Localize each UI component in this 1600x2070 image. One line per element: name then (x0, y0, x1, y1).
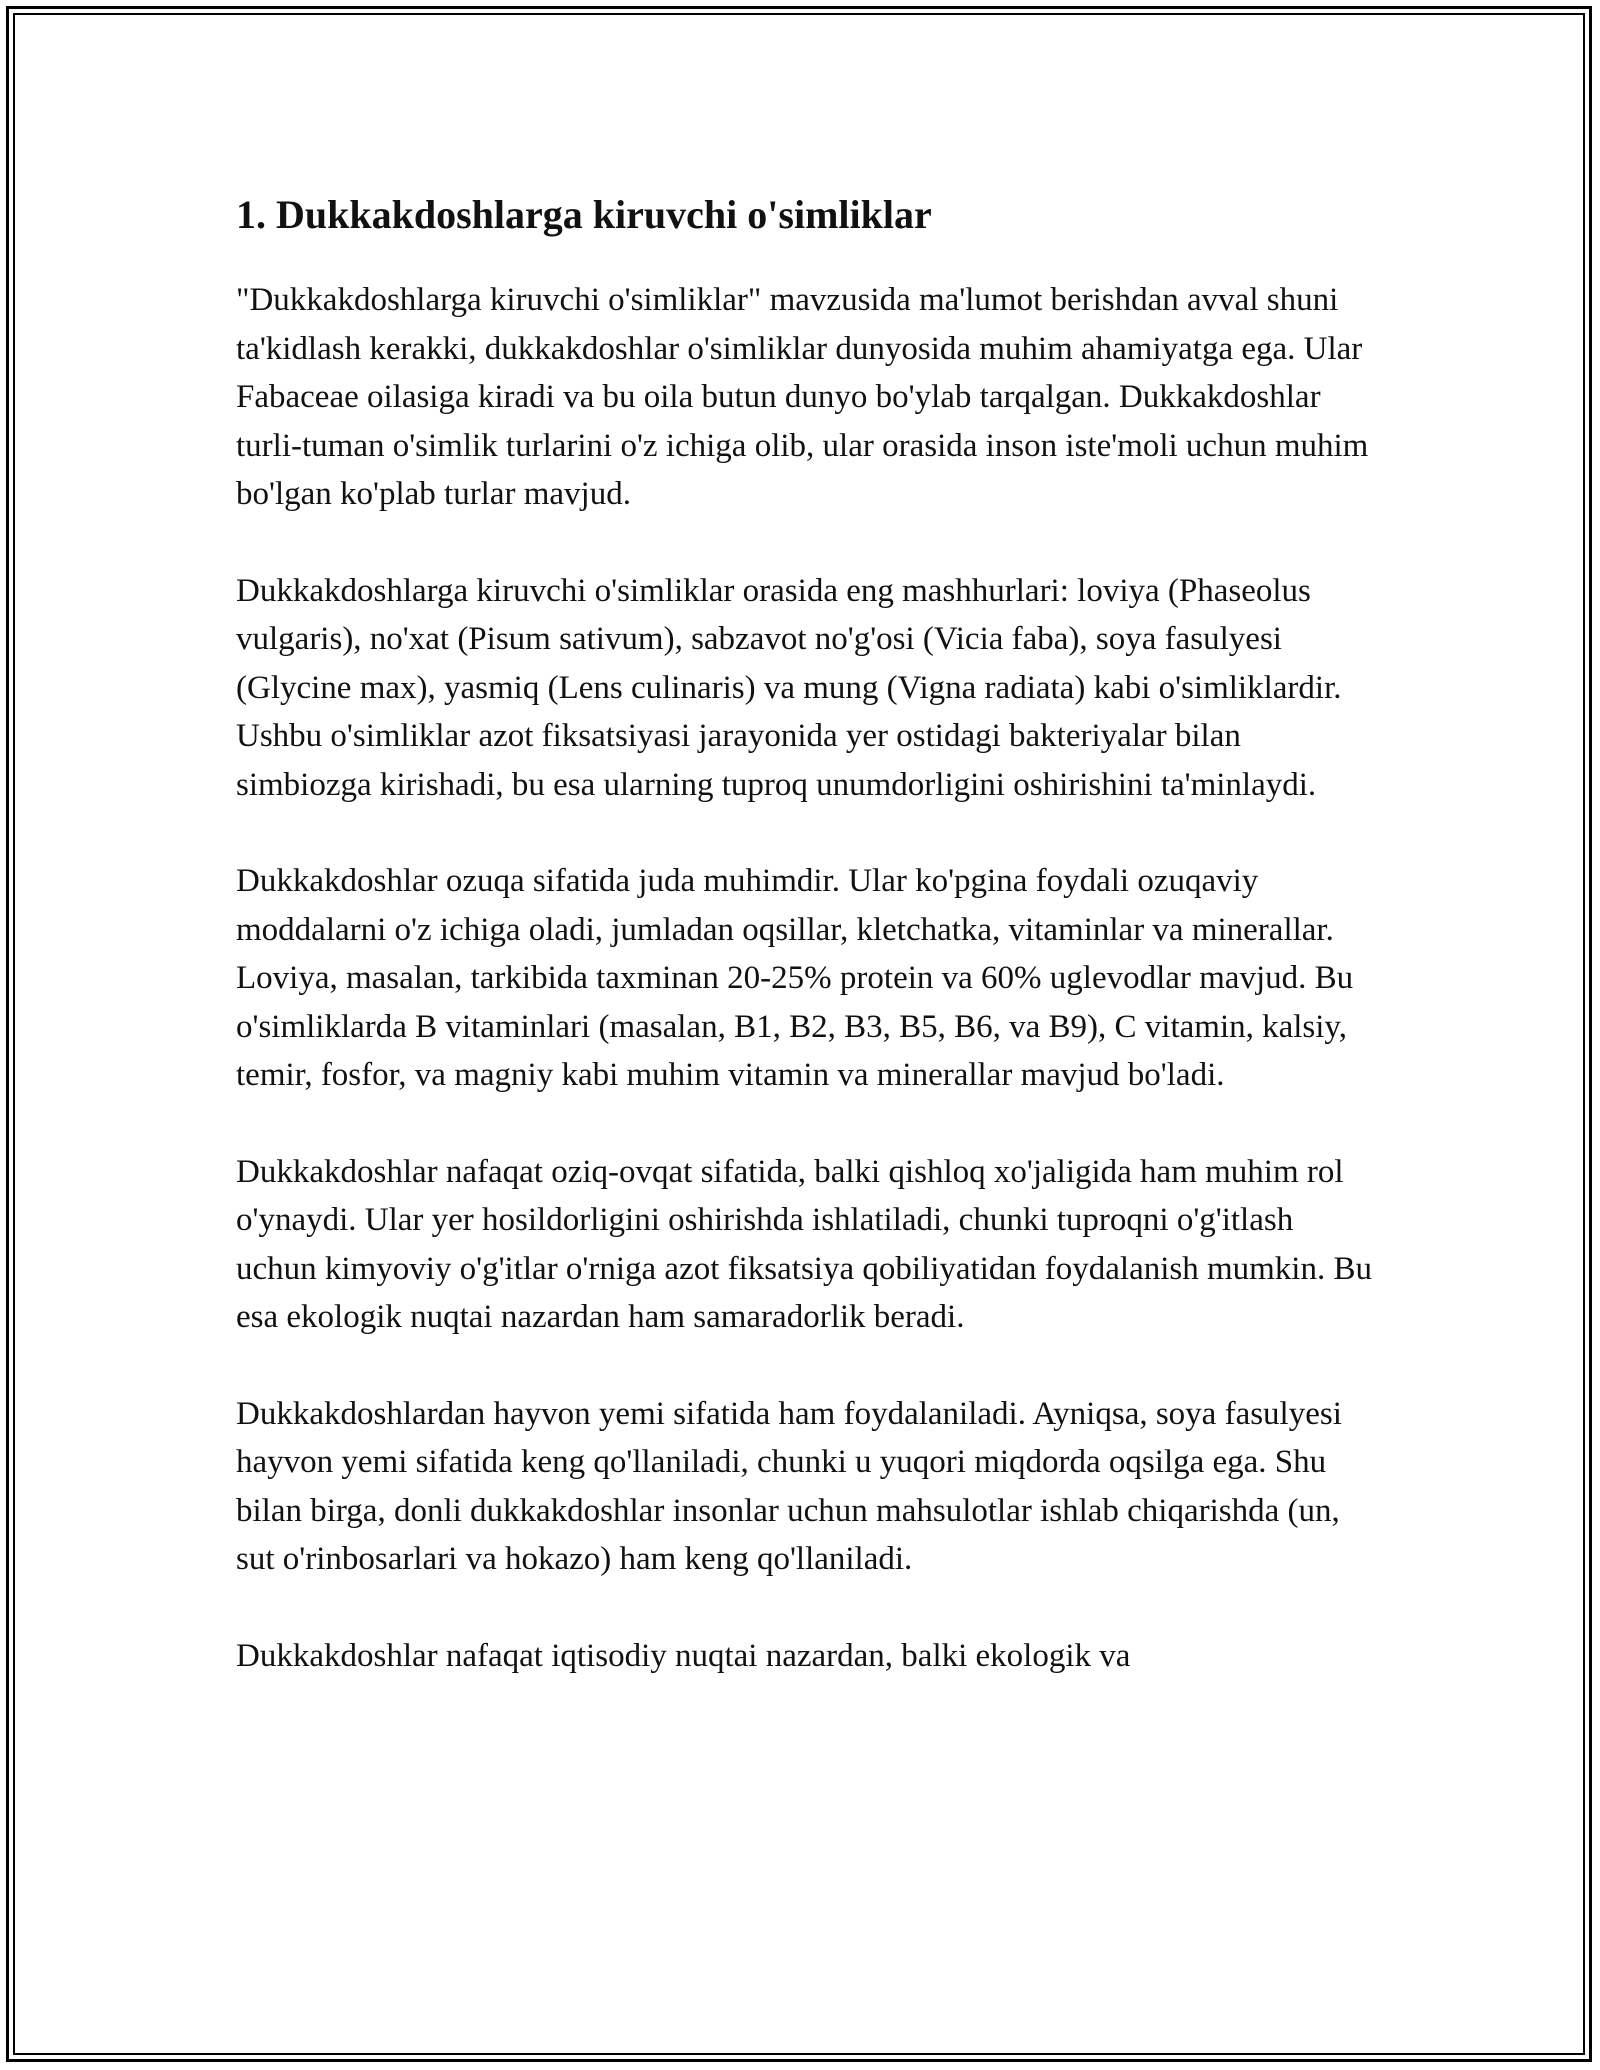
section-title: 1. Dukkakdoshlarga kiruvchi o'simliklar (236, 192, 932, 237)
paragraph-ecology-start: Dukkakdoshlar nafaqat iqtisodiy nuqtai nazardan, balki ekologik va (236, 1637, 1131, 1674)
paragraph-species: Dukkakdoshlarga kiruvchi o'simliklar orasida eng mashhurlari: loviya (Phaseolus vulgaris), no'xat (Pisum sativum), sabzavot no'g'osi (Vicia faba), soya fasulyesi (Glycine max), yasmiq (Lens culinaris) va mung (Vigna radiata) kabi o'simliklardir. Ushbu o'simliklar azot fiksatsiyasi jarayonida yer ostidagi bakteriyalar bilan simbiozga kirishadi, bu esa ularning tuproq unumdorligini oshirishini ta'minlaydi. (236, 572, 1342, 803)
paragraph-agriculture: Dukkakdoshlar nafaqat oziq-ovqat sifatida, balki qishloq xo'jaligida ham muhim rol o'ynaydi. Ular yer hosildorligini oshirishda ishlatiladi, chunki tuproqni o'g'itlash uchun kimyoviy o'g'itlar o'rniga azot fiksatsiya qobiliyatidan foydalanish mumkin. Bu esa ekologik nuqtai nazardan ham samaradorlik beradi. (236, 1153, 1372, 1335)
paragraph-nutrition: Dukkakdoshlar ozuqa sifatida juda muhimdir. Ular ko'pgina foydali ozuqaviy moddalarni o'z ichiga oladi, jumladan oqsillar, kletchatka, vitaminlar va minerallar. Loviya, masalan, tarkibida taxminan 20-25% protein va 60% uglevodlar mavjud. Bu o'simliklarda B vitaminlari (masalan, B1, B2, B3, B5, B6, va B9), C vitamin, kalsiy, temir, fosfor, va magniy kabi muhim vitamin va minerallar mavjud bo'ladi. (236, 863, 1354, 1093)
document-body (236, 180, 1376, 1728)
paragraph-animal-feed: Dukkakdoshlardan hayvon yemi sifatida ham foydalaniladi. Ayniqsa, soya fasulyesi hayvon yemi sifatida keng qo'llaniladi, chunki u yuqori miqdorda oqsilga ega. Shu bilan birga, donli dukkakdoshlar insonlar uchun mahsulotlar ishlab chiqarishda (un, sut o'rinbosarlari va hokazo) ham keng qo'llaniladi. (236, 1395, 1342, 1577)
paragraph-intro: "Dukkakdoshlarga kiruvchi o'simliklar" mavzusida ma'lumot berishdan avval shuni ta'kidlash kerakki, dukkakdoshlar o'simliklar dunyosida muhim ahamiyatga ega. Ular Fabaceae oilasiga kiradi va bu oila butun dunyo bo'ylab tarqalgan. Dukkakdoshlar turli-tuman o'simlik turlarini o'z ichiga olib, ular orasida inson iste'moli uchun muhim bo'lgan ko'plab turlar mavjud. (236, 282, 1369, 512)
